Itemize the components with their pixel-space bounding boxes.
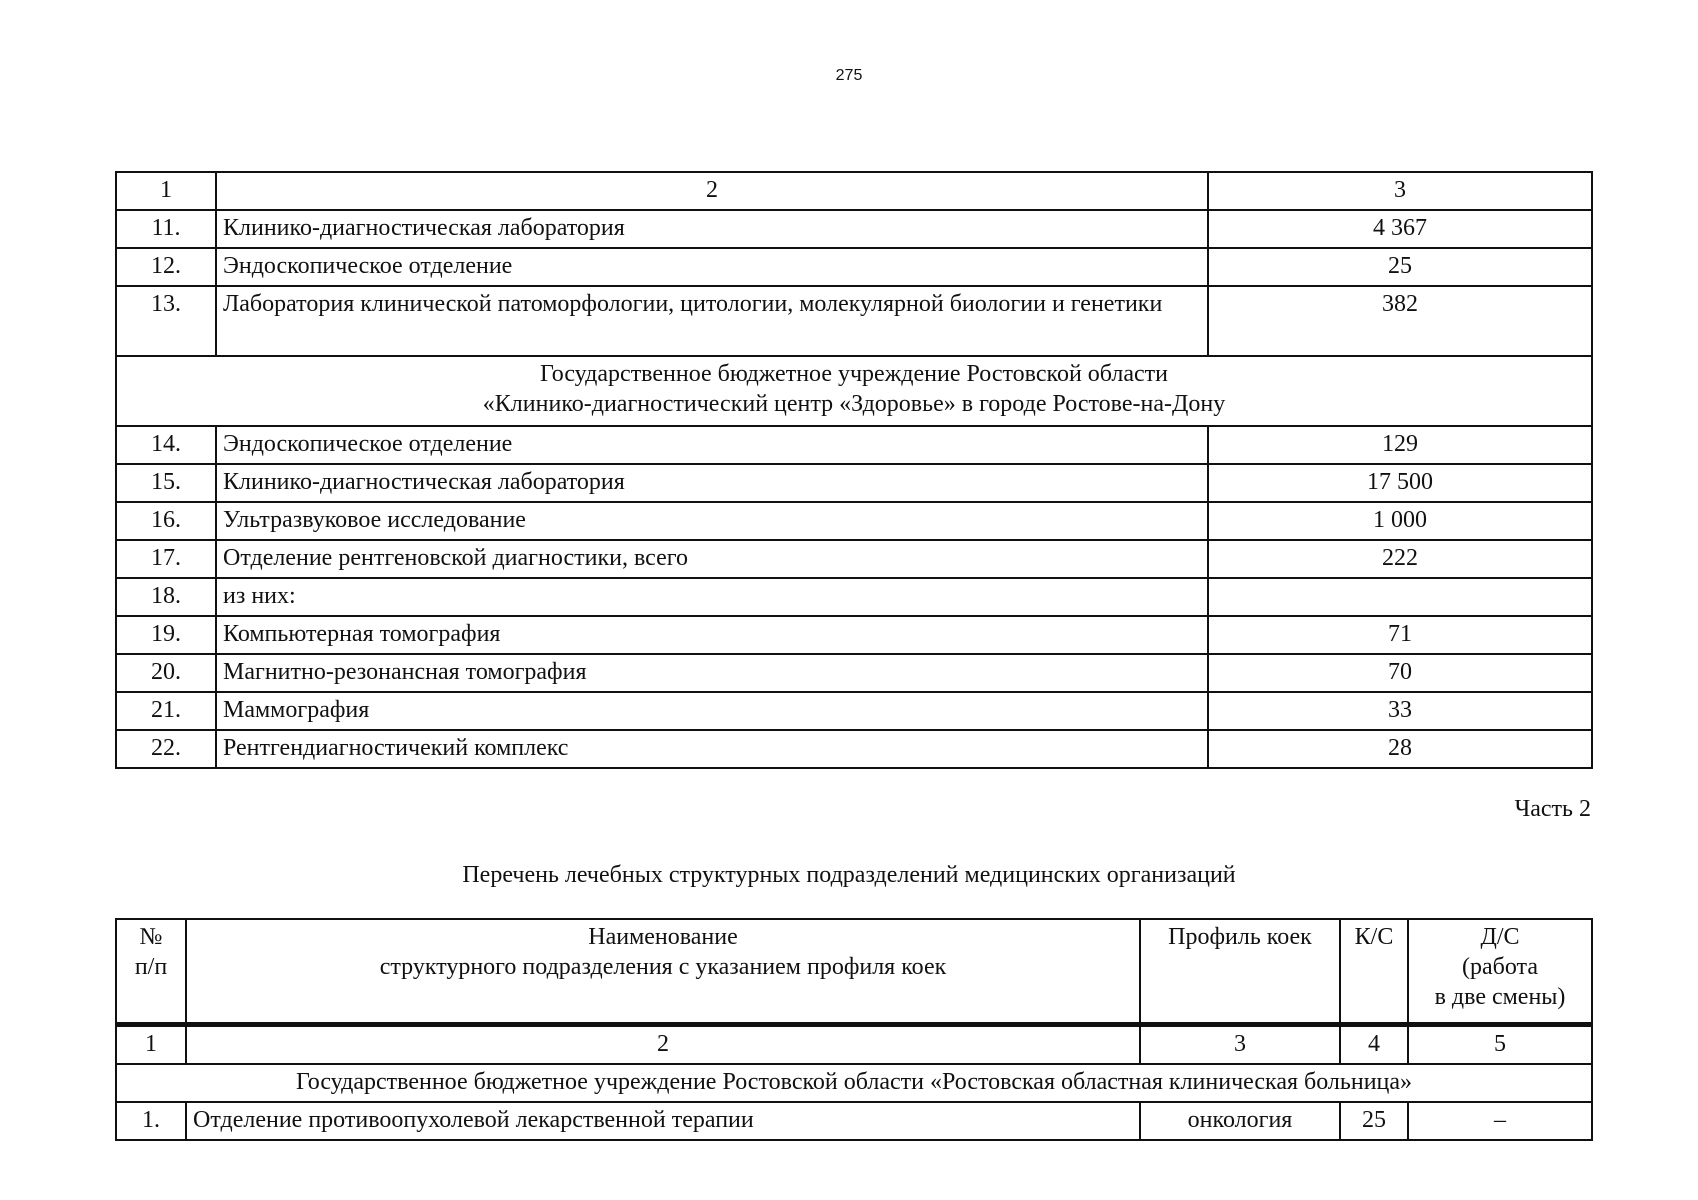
- unit-name: Эндоскопическое отделение: [216, 426, 1208, 464]
- header-number: [116, 919, 186, 1025]
- header-line: (работа: [1462, 954, 1538, 980]
- table-row: [116, 502, 1592, 540]
- unit-value: 222: [1208, 540, 1592, 578]
- table-row: [116, 1102, 1592, 1140]
- table-row: [116, 616, 1592, 654]
- organization-row: [116, 1064, 1592, 1102]
- table-row: [116, 210, 1592, 248]
- column-number-cell: 4: [1340, 1025, 1408, 1065]
- organization-line: Государственное бюджетное учреждение Ростовской области: [539, 361, 1169, 387]
- column-number-cell: 5: [1408, 1025, 1592, 1065]
- unit-value: 1 000: [1208, 502, 1592, 540]
- unit-name: Эндоскопическое отделение: [216, 248, 1208, 286]
- table-row: [116, 654, 1592, 692]
- header-line: в две смены): [1434, 984, 1566, 1010]
- table-header-row: [116, 172, 1592, 210]
- ks-value: 25: [1340, 1102, 1408, 1140]
- organization-name: [116, 356, 1592, 426]
- row-number: 13.: [116, 286, 216, 356]
- row-number: 21.: [116, 692, 216, 730]
- list-title: Перечень лечебных структурных подразделений медицинских организаций: [462, 862, 1236, 888]
- row-number: 1.: [116, 1102, 186, 1140]
- unit-value: 33: [1208, 692, 1592, 730]
- row-number: 22.: [116, 730, 216, 768]
- table-row: [116, 692, 1592, 730]
- unit-value: 17 500: [1208, 464, 1592, 502]
- organization-line: «Клинико-диагностический центр «Здоровье» в городе Ростове-на-Дону: [482, 391, 1226, 417]
- ds-value: –: [1408, 1102, 1592, 1140]
- unit-name: Лаборатория клинической патоморфологии, цитологии, молекулярной биологии и генетики: [216, 286, 1208, 356]
- unit-value: 28: [1208, 730, 1592, 768]
- header-ds: [1408, 919, 1592, 1025]
- unit-name: Клинико-диагностическая лаборатория: [216, 464, 1208, 502]
- unit-name: Рентгендиагностичекий комплекс: [216, 730, 1208, 768]
- column-number-cell: 3: [1208, 172, 1592, 210]
- unit-name: Маммография: [216, 692, 1208, 730]
- unit-value: 382: [1208, 286, 1592, 356]
- unit-name: Магнитно-резонансная томография: [216, 654, 1208, 692]
- page-number: 275: [835, 67, 863, 84]
- row-number: 11.: [116, 210, 216, 248]
- table-row: [116, 248, 1592, 286]
- unit-name: из них:: [216, 578, 1208, 616]
- header-line: Наименование: [588, 924, 738, 950]
- header-line: структурного подразделения с указанием профиля коек: [379, 954, 947, 980]
- column-number-cell: 1: [116, 1025, 186, 1065]
- header-line: п/п: [134, 954, 168, 980]
- header-line: №: [139, 924, 163, 950]
- organization-row: [116, 356, 1592, 426]
- table-row: [116, 464, 1592, 502]
- unit-name: Отделение противоопухолевой лекарственной терапии: [186, 1102, 1140, 1140]
- row-number: 17.: [116, 540, 216, 578]
- header-name: [186, 919, 1140, 1025]
- row-number: 20.: [116, 654, 216, 692]
- unit-name: Компьютерная томография: [216, 616, 1208, 654]
- unit-name: Отделение рентгеновской диагностики, всего: [216, 540, 1208, 578]
- row-number: 15.: [116, 464, 216, 502]
- column-number-cell: 3: [1140, 1025, 1340, 1065]
- unit-value: 25: [1208, 248, 1592, 286]
- table-header-row: [116, 919, 1592, 1025]
- diagnostic-units-table: [115, 171, 1593, 769]
- unit-value: 4 367: [1208, 210, 1592, 248]
- table-row: [116, 426, 1592, 464]
- unit-name: Ультразвуковое исследование: [216, 502, 1208, 540]
- unit-value: [1208, 578, 1592, 616]
- part-label: Часть 2: [1514, 796, 1591, 822]
- column-numbers-row: [116, 1025, 1592, 1065]
- table-row: [116, 540, 1592, 578]
- table-row: [116, 578, 1592, 616]
- column-number-cell: 2: [216, 172, 1208, 210]
- row-number: 14.: [116, 426, 216, 464]
- table-row: [116, 730, 1592, 768]
- row-number: 16.: [116, 502, 216, 540]
- treatment-units-table: [115, 918, 1593, 1141]
- unit-value: 71: [1208, 616, 1592, 654]
- column-number-cell: 1: [116, 172, 216, 210]
- column-number-cell: 2: [186, 1025, 1140, 1065]
- unit-value: 129: [1208, 426, 1592, 464]
- row-number: 18.: [116, 578, 216, 616]
- header-line: Д/С: [1480, 924, 1520, 950]
- header-profile: Профиль коек: [1140, 919, 1340, 1025]
- row-number: 12.: [116, 248, 216, 286]
- unit-value: 70: [1208, 654, 1592, 692]
- row-number: 19.: [116, 616, 216, 654]
- organization-name: Государственное бюджетное учреждение Ростовской области «Ростовская областная клиническая больница»: [116, 1064, 1592, 1102]
- header-ks: К/С: [1340, 919, 1408, 1025]
- unit-name: Клинико-диагностическая лаборатория: [216, 210, 1208, 248]
- bed-profile: онкология: [1140, 1102, 1340, 1140]
- table-row: [116, 286, 1592, 356]
